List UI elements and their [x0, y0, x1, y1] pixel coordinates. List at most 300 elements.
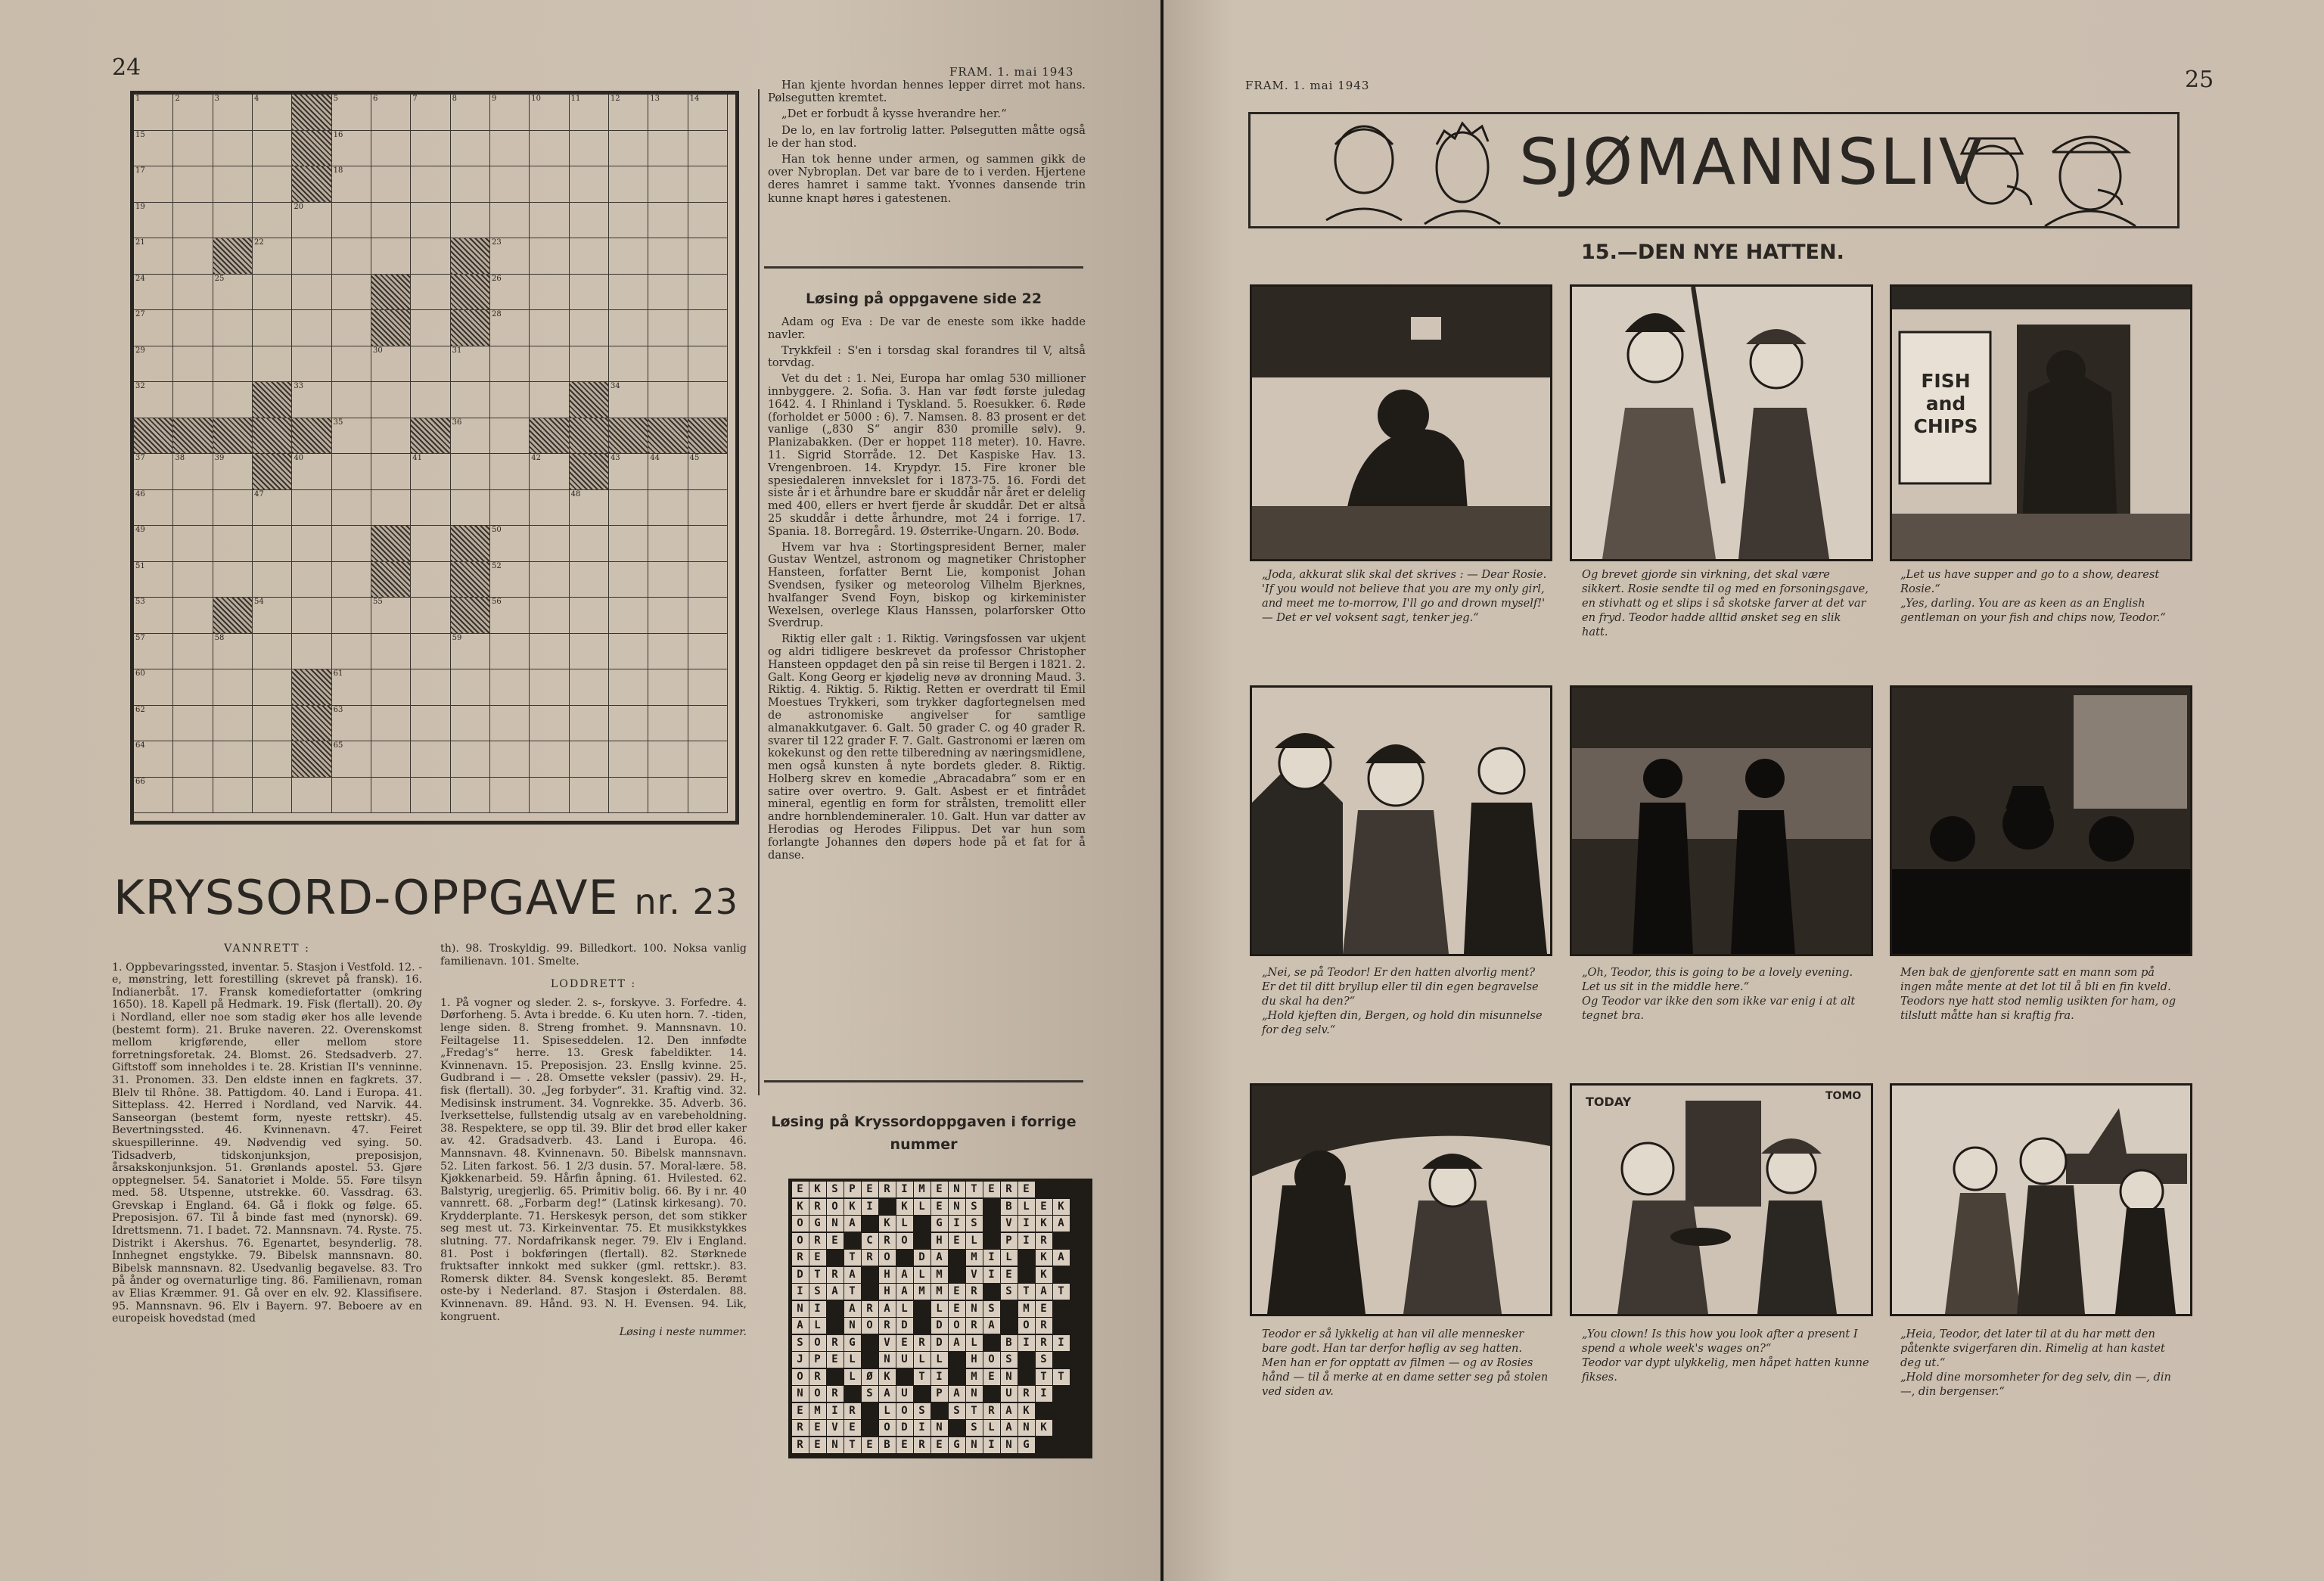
solution-letter: H — [966, 1352, 983, 1368]
crossword-cell — [530, 95, 569, 131]
crossword-number-label: 24 — [135, 274, 145, 283]
crossword-cell — [530, 238, 569, 275]
crossword-number-label: 30 — [372, 346, 383, 355]
solution-letter: I — [896, 1182, 913, 1197]
crossword-cell — [411, 310, 450, 346]
crossword-cell — [371, 706, 411, 742]
crossword-number-label: 21 — [135, 238, 145, 247]
solution-block — [1053, 1420, 1070, 1436]
crossword-number-label: 15 — [135, 130, 145, 139]
crossword-cell — [292, 275, 331, 311]
crossword-cell — [490, 203, 530, 239]
solution-block — [896, 1250, 913, 1266]
solution-letter: S — [966, 1199, 983, 1215]
crossword-cell — [332, 634, 371, 670]
crossword-cell — [371, 598, 411, 634]
solution-letter: R — [879, 1233, 896, 1249]
crossword-block — [371, 526, 411, 562]
solution-block — [1053, 1182, 1070, 1197]
crossword-cell — [213, 454, 253, 490]
crossword-row — [134, 526, 735, 562]
solution-letter: E — [896, 1437, 913, 1453]
crossword-row — [134, 741, 735, 778]
solution-heading: Løsing på Kryssordoppgaven i forrige nummer — [771, 1114, 1077, 1153]
crossword-number-label: 37 — [135, 454, 145, 462]
crossword-title — [113, 870, 738, 925]
solution-letter: E — [827, 1233, 844, 1249]
crossword-cell — [134, 669, 173, 706]
crossword-block — [411, 418, 450, 455]
solution-letter: Ø — [862, 1369, 878, 1385]
comic-panel-8 — [1570, 1083, 1873, 1316]
crossword-block — [371, 275, 411, 311]
crossword-cell — [292, 634, 331, 670]
panel-7-illustration — [1252, 1086, 1550, 1314]
caption-8: „You clown! Is this how you look after a present I spend a whole week's wages on?“ Teodor var dypt ulykkelig, men håpet hatten kunne fikses. — [1582, 1328, 1869, 1384]
solution-letter: R — [809, 1199, 826, 1215]
solution-letter: T — [844, 1437, 861, 1453]
solution-letter: D — [914, 1250, 931, 1266]
solution-letter: B — [879, 1437, 896, 1453]
crossword-number-label: 8 — [452, 95, 457, 103]
crossword-cell — [570, 526, 609, 562]
crossword-number-label: 56 — [491, 598, 502, 606]
crossword-number-label: 57 — [135, 633, 145, 642]
comic-panel-4 — [1250, 685, 1552, 956]
crossword-cell — [371, 238, 411, 275]
crossword-cell — [134, 562, 173, 598]
crossword-cell — [490, 634, 530, 670]
crossword-cell — [173, 382, 213, 418]
solution-letter: H — [879, 1284, 896, 1300]
crossword-cell — [570, 346, 609, 383]
solution-letter: G — [1018, 1437, 1035, 1453]
crossword-cell — [570, 310, 609, 346]
crossword-cell — [451, 454, 490, 490]
crossword-cell — [648, 382, 688, 418]
crossword-number-label: 49 — [135, 526, 145, 534]
solution-letter: U — [896, 1352, 913, 1368]
left-page — [0, 0, 1160, 1581]
solution-block — [862, 1352, 878, 1368]
story-text — [768, 79, 1086, 251]
crossword-cell — [451, 203, 490, 239]
solution-block — [914, 1386, 931, 1402]
crossword-cell — [213, 382, 253, 418]
crossword-number-label: 14 — [689, 95, 700, 103]
solution-letter: O — [879, 1420, 896, 1436]
crossword-cell — [371, 203, 411, 239]
story-paragraph: „Det er forbudt å kysse hverandre her.“ — [781, 107, 1007, 121]
solution-letter: E — [931, 1437, 948, 1453]
crossword-cell — [688, 382, 728, 418]
panel-6-illustration — [1892, 688, 2190, 954]
caption-2: Og brevet gjorde sin virkning, det skal være sikkert. Rosie sendte til og med en forsoningsgave, en stivhatt og et slips i så skotske farver at det var en fryd. Teodor hadde alltid ønsket seg en slik hatt. — [1582, 568, 1869, 638]
solution-letter: E — [809, 1437, 826, 1453]
crossword-cell — [688, 203, 728, 239]
running-head-right: FRAM. 1. mai 1943 — [1245, 79, 1370, 92]
solution-letter: A — [879, 1301, 896, 1317]
solution-row — [791, 1284, 1089, 1301]
crossword-cell — [134, 203, 173, 239]
crossword-cell — [609, 346, 648, 383]
crossword-cell — [292, 310, 331, 346]
crossword-cell — [332, 275, 371, 311]
solution-letter: A — [949, 1386, 965, 1402]
solution-letter: I — [983, 1250, 1000, 1266]
crossword-cell — [490, 382, 530, 418]
panel-5-illustration — [1572, 688, 1871, 954]
crossword-number-label: 39 — [214, 454, 225, 462]
crossword-cell — [371, 634, 411, 670]
solution-block — [983, 1386, 1000, 1402]
crossword-cell — [253, 562, 292, 598]
crossword-cell — [688, 166, 728, 203]
crossword-block — [253, 418, 292, 455]
solution-letter: K — [792, 1199, 809, 1215]
crossword-cell — [371, 490, 411, 526]
crossword-cell — [332, 562, 371, 598]
crossword-cell — [292, 346, 331, 383]
solution-letter: S — [792, 1335, 809, 1351]
panel-8-illustration — [1572, 1086, 1871, 1314]
crossword-cell — [490, 562, 530, 598]
crossword-row — [134, 598, 735, 634]
solution-letter: K — [844, 1199, 861, 1215]
crossword-number-label: 31 — [452, 346, 462, 355]
solution-letter: O — [896, 1403, 913, 1419]
section-rule — [764, 266, 1083, 269]
crossword-cell — [332, 741, 371, 778]
solution-letter: D — [931, 1335, 948, 1351]
solution-block — [1053, 1301, 1070, 1317]
solution-letter: R — [1036, 1233, 1052, 1249]
solution-letter: L — [896, 1216, 913, 1232]
crossword-cell — [648, 778, 688, 814]
solution-row — [791, 1233, 1089, 1250]
solution-block — [862, 1216, 878, 1232]
running-head-left: FRAM. 1. mai 1943 — [949, 65, 1074, 79]
crossword-cell — [173, 706, 213, 742]
crossword-cell — [688, 562, 728, 598]
crossword-cell — [648, 275, 688, 311]
solution-letter: K — [809, 1182, 826, 1197]
crossword-cell — [411, 526, 450, 562]
crossword-cell — [371, 346, 411, 383]
crossword-cell — [570, 95, 609, 131]
section-rule — [764, 1080, 1083, 1082]
crossword-cell — [648, 166, 688, 203]
answers-paragraph: Vet du det : 1. Nei, Europa har omlag 530 millioner innbyggere. 2. Sofia. 3. Han var født første juledag 1642. 4. I Rhinland i Tyskland. 5. Roesukker. 6. Røde (forholdet er 5000 : 6). 7. Namsen. 8. 83 prosent er det vanlige („830 S“ angir 830 promille sølv). 9. Planizabakken. (Der er hoppet 118 meter). 10. Havre. 11. Sigrid Storråde. 12. Det Kaspiske Hav. 13. Vrengenbroen. 14. Krypdyr. 15. Fire kroner ble spesiedaleren innvekslet for i 1873-75. 16. Fordi det siste år i et århundre bare er skuddår når året er delelig med 400, ellers er hvert fjerde år skuddår. Det er altså 25 skuddår i dette århundre, mot 24 i forrige. 17. Spania. 18. Borregård. 19. Østerrike-Ungarn. 20. Bodø. — [768, 372, 1086, 538]
caption-6: Men bak de gjenforente satt en mann som på ingen måte mente at det lot til å bli en fin kveld. Teodors nye hatt stod nemlig usikten for ham, og tilslutt måtte han si kraftig fra. — [1900, 966, 2176, 1022]
crossword-cell — [213, 275, 253, 311]
solution-letter: K — [879, 1216, 896, 1232]
crossword-row — [134, 275, 735, 311]
crossword-cell — [688, 741, 728, 778]
crossword-cell — [253, 310, 292, 346]
solution-letter: R — [1036, 1318, 1052, 1334]
crossword-block — [213, 238, 253, 275]
caption-4: „Nei, se på Teodor! Er den hatten alvorlig ment? Er det til ditt bryllup eller til din egen begravelse du skal ha den?“ „Hold kjeften din, Bergen, og hold din misunnelse for deg selv.“ — [1262, 966, 1543, 1036]
crossword-cell — [411, 131, 450, 167]
crossword-cell — [648, 669, 688, 706]
crossword-cell — [173, 310, 213, 346]
crossword-cell — [292, 203, 331, 239]
crossword-cell — [490, 310, 530, 346]
crossword-cell — [490, 166, 530, 203]
crossword-number-label: 36 — [452, 418, 462, 427]
column-divider — [758, 89, 760, 1095]
crossword-row — [134, 778, 735, 814]
crossword-cell — [570, 166, 609, 203]
crossword-cell — [213, 203, 253, 239]
crossword-cell — [134, 238, 173, 275]
crossword-block — [371, 310, 411, 346]
solution-letter: M — [1018, 1301, 1035, 1317]
solution-letter: N — [827, 1216, 844, 1232]
solution-letter: S — [1036, 1352, 1052, 1368]
solution-row — [791, 1301, 1089, 1319]
crossword-cell — [648, 562, 688, 598]
crossword-cell — [530, 778, 569, 814]
crossword-cell — [530, 598, 569, 634]
crossword-grid — [130, 91, 739, 825]
crossword-cell — [609, 634, 648, 670]
solution-letter: L — [914, 1352, 931, 1368]
crossword-number-label: 61 — [333, 669, 343, 678]
crossword-cell — [371, 454, 411, 490]
crossword-cell — [371, 669, 411, 706]
crossword-cell — [570, 634, 609, 670]
answers-paragraph: Hvem var hva : Stortingspresident Berner, maler Gustav Wentzel, astronom og magnetiker Christopher Hansteen, forfatter Bernt Lie, komponist Johan Svendsen, fysiker og meteorolog Vilhelm Bjerknes, hvalfanger Svend Foyn, biskop og kirkeminister Wexelsen, overlege Klaus Hanssen, polarforsker Otto Sverdrup. — [768, 540, 1086, 630]
crossword-cell — [411, 346, 450, 383]
crossword-cell — [609, 238, 648, 275]
crossword-cell — [134, 634, 173, 670]
crossword-cell — [332, 238, 371, 275]
solution-letter: U — [896, 1386, 913, 1402]
solution-letter: N — [792, 1386, 809, 1402]
crossword-number-label: 59 — [452, 633, 462, 642]
solution-letter: L — [914, 1199, 931, 1215]
crossword-block — [213, 418, 253, 455]
crossword-cell — [292, 526, 331, 562]
solution-letter: I — [931, 1369, 948, 1385]
solution-letter: D — [931, 1318, 948, 1334]
panel-1-illustration — [1252, 287, 1550, 559]
solution-letter: E — [983, 1182, 1000, 1197]
crossword-row — [134, 706, 735, 742]
solution-letter: T — [914, 1369, 931, 1385]
solution-letter: N — [844, 1318, 861, 1334]
crossword-cell — [688, 346, 728, 383]
solution-block — [949, 1420, 965, 1436]
solution-letter: U — [1001, 1386, 1018, 1402]
crossword-cell — [451, 418, 490, 455]
solution-block — [844, 1386, 861, 1402]
crossword-cell — [411, 706, 450, 742]
solution-letter: E — [983, 1369, 1000, 1385]
crossword-block — [570, 454, 609, 490]
solution-letter: R — [983, 1403, 1000, 1419]
crossword-cell — [253, 706, 292, 742]
solution-letter: E — [862, 1182, 878, 1197]
solution-letter: K — [1036, 1250, 1052, 1266]
crossword-cell — [411, 238, 450, 275]
crossword-cell — [490, 598, 530, 634]
solution-letter: R — [792, 1420, 809, 1436]
solution-letter: S — [949, 1403, 965, 1419]
solution-letter: E — [792, 1182, 809, 1197]
solution-letter: K — [896, 1199, 913, 1215]
solution-letter: G — [809, 1216, 826, 1232]
solution-block — [949, 1250, 965, 1266]
crossword-cell — [570, 669, 609, 706]
solution-letter: N — [1001, 1437, 1018, 1453]
solution-letter: M — [966, 1250, 983, 1266]
solution-grid — [788, 1179, 1092, 1458]
crossword-number-label: 38 — [175, 454, 185, 462]
crossword-cell — [134, 598, 173, 634]
crossword-cell — [688, 706, 728, 742]
solution-block — [949, 1352, 965, 1368]
crossword-cell — [688, 669, 728, 706]
crossword-cell — [332, 526, 371, 562]
solution-letter: R — [914, 1335, 931, 1351]
solution-block — [1036, 1182, 1052, 1197]
solution-letter: S — [1001, 1284, 1018, 1300]
crossword-title-text: KRYSSORD-OPPGAVE — [113, 870, 619, 925]
solution-letter: N — [966, 1437, 983, 1453]
crossword-cell — [292, 238, 331, 275]
crossword-cell — [609, 203, 648, 239]
solution-letter: N — [792, 1301, 809, 1317]
crossword-number-label: 35 — [333, 418, 343, 427]
crossword-number-label: 46 — [135, 489, 145, 499]
solution-letter: N — [879, 1352, 896, 1368]
crossword-cell — [253, 166, 292, 203]
solution-block — [1053, 1386, 1070, 1402]
crossword-cell — [570, 238, 609, 275]
solution-letter: A — [1036, 1284, 1052, 1300]
comic-panel-1 — [1250, 284, 1552, 561]
solution-block — [983, 1199, 1000, 1215]
crossword-cell — [530, 669, 569, 706]
crossword-cell — [371, 166, 411, 203]
solution-letter: I — [1053, 1335, 1070, 1351]
crossword-number-label: 65 — [333, 741, 343, 750]
solution-block — [914, 1301, 931, 1317]
crossword-number-label: 9 — [491, 95, 497, 103]
crossword-cell — [213, 741, 253, 778]
fish-and-chips-sign — [1904, 370, 1987, 438]
solution-letter: A — [844, 1301, 861, 1317]
solution-letter: H — [879, 1267, 896, 1283]
solution-letter: T — [1036, 1369, 1052, 1385]
crossword-cell — [134, 741, 173, 778]
crossword-cell — [688, 526, 728, 562]
crossword-number-label: 41 — [412, 454, 423, 462]
comic-panel-2 — [1570, 284, 1873, 561]
crossword-cell — [332, 454, 371, 490]
solution-letter: R — [914, 1437, 931, 1453]
crossword-cell — [332, 131, 371, 167]
solution-row — [791, 1420, 1089, 1437]
solution-block — [983, 1335, 1000, 1351]
crossword-number-label: 60 — [135, 669, 145, 678]
solution-letter: T — [966, 1403, 983, 1419]
crossword-cell — [332, 706, 371, 742]
crossword-cell — [173, 741, 213, 778]
crossword-cell — [173, 346, 213, 383]
solution-letter: L — [844, 1369, 861, 1385]
crossword-cell — [134, 706, 173, 742]
crossword-cell — [451, 706, 490, 742]
crossword-cell — [609, 131, 648, 167]
solution-letter: R — [862, 1301, 878, 1317]
caption-3: „Let us have supper and go to a show, dearest Rosie.“ „Yes, darling. You are as keen as an English gentleman on your fish and chips now, Teodor.“ — [1900, 568, 2166, 624]
crossword-cell — [253, 490, 292, 526]
solution-block — [827, 1369, 844, 1385]
solution-row — [791, 1318, 1089, 1335]
crossword-cell — [570, 562, 609, 598]
solution-letter: A — [1001, 1403, 1018, 1419]
crossword-block — [253, 382, 292, 418]
crossword-cell — [332, 310, 371, 346]
crossword-cell — [530, 382, 569, 418]
solution-block — [827, 1250, 844, 1266]
crossword-cell — [609, 275, 648, 311]
solution-letter: I — [792, 1284, 809, 1300]
solution-letter: T — [844, 1250, 861, 1266]
crossword-number-label: 40 — [294, 454, 304, 462]
crossword-cell — [173, 454, 213, 490]
crossword-cell — [411, 598, 450, 634]
crossword-cell — [648, 95, 688, 131]
solution-block — [896, 1369, 913, 1385]
crossword-cell — [411, 95, 450, 131]
solution-letter: D — [792, 1267, 809, 1283]
caption-5: „Oh, Teodor, this is going to be a lovely evening. Let us sit in the middle here.“ Og Teodor var ikke den som ikke var enig i at alt tegnet bra. — [1582, 966, 1856, 1022]
solution-letter: R — [827, 1386, 844, 1402]
solution-row — [791, 1437, 1089, 1455]
crossword-row — [134, 634, 735, 670]
solution-letter: R — [1001, 1182, 1018, 1197]
solution-letter: E — [949, 1284, 965, 1300]
solution-block — [931, 1403, 948, 1419]
crossword-cell — [173, 598, 213, 634]
solution-letter: R — [809, 1369, 826, 1385]
crossword-cell — [609, 490, 648, 526]
solution-letter: E — [827, 1352, 844, 1368]
solution-letter: M — [931, 1284, 948, 1300]
solution-letter: R — [966, 1318, 983, 1334]
panel-9-illustration — [1892, 1086, 2190, 1314]
crossword-number-label: 54 — [253, 598, 264, 606]
story-paragraph: De lo, en lav fortrolig latter. Pølsegutten måtte også le der han stod. — [768, 123, 1086, 150]
crossword-cell — [213, 634, 253, 670]
crossword-number-label: 12 — [610, 95, 620, 103]
solution-block — [844, 1233, 861, 1249]
crossword-cell — [530, 706, 569, 742]
solution-block — [949, 1267, 965, 1283]
solution-block — [827, 1301, 844, 1317]
crossword-cell — [134, 275, 173, 311]
solution-letter: T — [1018, 1284, 1035, 1300]
crossword-cell — [411, 778, 450, 814]
solution-block — [983, 1284, 1000, 1300]
solution-letter: E — [792, 1403, 809, 1419]
solution-letter: M — [914, 1182, 931, 1197]
